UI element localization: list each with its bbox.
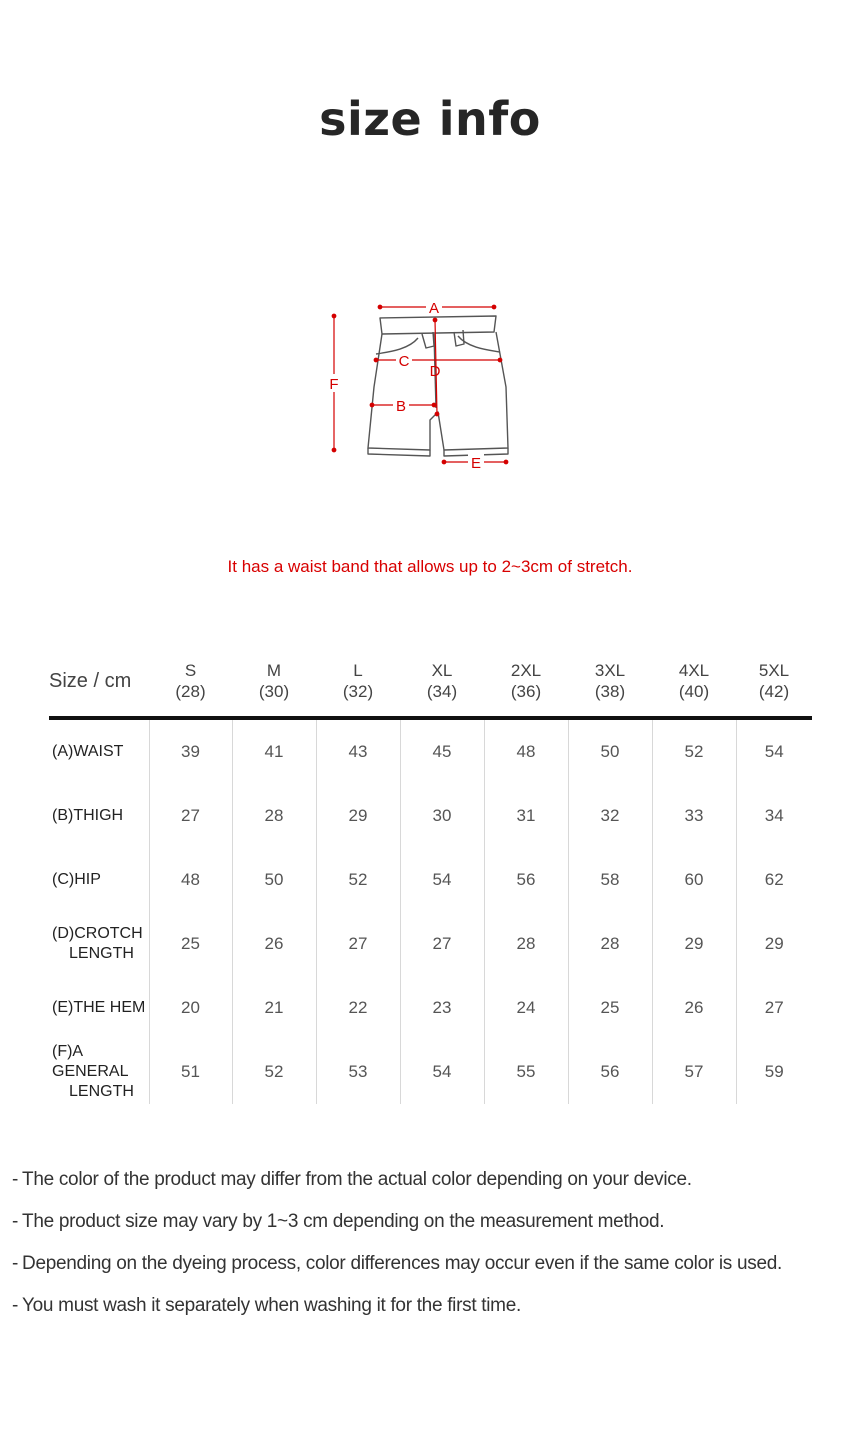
measurement-cell: 52 xyxy=(232,1040,316,1104)
measurement-cell: 60 xyxy=(652,848,736,912)
row-label xyxy=(49,848,149,912)
measurement-cell: 28 xyxy=(484,912,568,976)
label-a: A xyxy=(428,300,440,317)
measurement-cell: 48 xyxy=(484,718,568,784)
note-text: The product size may vary by 1~3 cm depending on the measurement method. xyxy=(22,1211,665,1232)
measurement-cell: 25 xyxy=(568,976,652,1040)
size-header-m xyxy=(232,646,316,718)
size-number: (28) xyxy=(175,682,206,701)
measurement-cell: 57 xyxy=(652,1040,736,1104)
size-number: (32) xyxy=(342,682,374,701)
stretch-note: It has a waist band that allows up to 2~3cm of stretch. xyxy=(227,557,633,576)
measurement-cell: 56 xyxy=(484,848,568,912)
note-item xyxy=(12,1250,857,1292)
note-item xyxy=(12,1292,857,1334)
size-number: (40) xyxy=(678,682,710,701)
note-item xyxy=(12,1208,857,1250)
label-c: C xyxy=(398,353,410,370)
measurement-cell: 26 xyxy=(652,976,736,1040)
table-row xyxy=(49,718,812,784)
size-name: XL xyxy=(431,661,453,680)
note-text: The color of the product may differ from the actual color depending on your device. xyxy=(22,1169,692,1190)
row-label-line1: (D)CROTCH xyxy=(52,925,143,942)
measurement-cell: 28 xyxy=(568,912,652,976)
row-label xyxy=(49,1040,149,1104)
measurement-cell: 53 xyxy=(316,1040,400,1104)
row-label-line1: (C)HIP xyxy=(52,871,101,888)
size-name: 4XL xyxy=(678,661,710,680)
size-table-body xyxy=(49,718,812,1104)
row-label xyxy=(49,912,149,976)
measurement-cell: 28 xyxy=(232,784,316,848)
size-name: 2XL xyxy=(510,661,542,680)
measurement-cell: 23 xyxy=(400,976,484,1040)
shorts-measurement-diagram xyxy=(318,292,528,477)
row-label xyxy=(49,976,149,1040)
size-header-row xyxy=(49,646,812,718)
label-b: B xyxy=(395,398,407,415)
dash-icon: - xyxy=(12,1211,19,1232)
table-row xyxy=(49,1040,812,1104)
measurement-cell: 26 xyxy=(232,912,316,976)
measurement-cell: 29 xyxy=(736,912,812,976)
measurement-cell: 59 xyxy=(736,1040,812,1104)
page-title: size info xyxy=(319,92,541,146)
size-number: (38) xyxy=(594,682,626,701)
corner-label: Size / cm xyxy=(49,646,149,718)
measurement-cell: 27 xyxy=(149,784,232,848)
label-f: F xyxy=(329,376,339,393)
measurement-cell: 62 xyxy=(736,848,812,912)
measurement-cell: 24 xyxy=(484,976,568,1040)
note-text: You must wash it separately when washing it for the first time. xyxy=(22,1295,521,1316)
size-name: M xyxy=(266,661,282,680)
measurement-cell: 25 xyxy=(149,912,232,976)
row-label-line2: LENGTH xyxy=(69,945,134,962)
measurement-cell: 41 xyxy=(232,718,316,784)
size-name: S xyxy=(184,661,197,680)
measurement-cell: 52 xyxy=(316,848,400,912)
row-label-line1: (A)WAIST xyxy=(52,743,124,760)
measurement-cell: 30 xyxy=(400,784,484,848)
measurement-cell: 21 xyxy=(232,976,316,1040)
measurement-cell: 50 xyxy=(568,718,652,784)
size-name: L xyxy=(353,661,363,680)
size-header-4xl xyxy=(652,646,736,718)
table-row xyxy=(49,976,812,1040)
measurement-cell: 27 xyxy=(400,912,484,976)
measurement-cell: 32 xyxy=(568,784,652,848)
measurement-cell: 34 xyxy=(736,784,812,848)
measurement-cell: 45 xyxy=(400,718,484,784)
measurement-cell: 29 xyxy=(316,784,400,848)
measurement-cell: 56 xyxy=(568,1040,652,1104)
label-d: D xyxy=(429,363,441,380)
measurement-cell: 48 xyxy=(149,848,232,912)
measurement-cell: 55 xyxy=(484,1040,568,1104)
row-label xyxy=(49,784,149,848)
size-number: (34) xyxy=(426,682,458,701)
size-header-2xl xyxy=(484,646,568,718)
measurement-cell: 29 xyxy=(652,912,736,976)
measurement-cell: 27 xyxy=(736,976,812,1040)
measurement-cell: 27 xyxy=(316,912,400,976)
note-item xyxy=(12,1166,857,1208)
size-number: (42) xyxy=(758,682,790,701)
notes-list xyxy=(12,1166,857,1334)
measurement-cell: 58 xyxy=(568,848,652,912)
size-name: 3XL xyxy=(594,661,626,680)
dash-icon: - xyxy=(12,1169,19,1190)
size-header-l xyxy=(316,646,400,718)
size-table xyxy=(49,646,812,1104)
measurement-cell: 33 xyxy=(652,784,736,848)
row-label-line2: LENGTH xyxy=(69,1083,134,1100)
row-label-line1: (E)THE HEM xyxy=(52,999,146,1016)
measurement-cell: 52 xyxy=(652,718,736,784)
row-label-line1: (F)A GENERAL xyxy=(52,1043,129,1080)
size-header-3xl xyxy=(568,646,652,718)
row-label-line1: (B)THIGH xyxy=(52,807,124,824)
shorts-outline-icon xyxy=(368,316,508,456)
note-text: Depending on the dyeing process, color differences may occur even if the same color is used. xyxy=(22,1253,782,1274)
measurement-cell: 39 xyxy=(149,718,232,784)
measurement-cell: 54 xyxy=(400,1040,484,1104)
measurement-cell: 51 xyxy=(149,1040,232,1104)
size-header-5xl xyxy=(736,646,812,718)
row-label xyxy=(49,718,149,784)
measurement-cell: 50 xyxy=(232,848,316,912)
size-name: 5XL xyxy=(758,661,790,680)
dash-icon: - xyxy=(12,1295,19,1316)
size-number: (30) xyxy=(258,682,290,701)
table-row xyxy=(49,784,812,848)
table-row xyxy=(49,848,812,912)
measurement-cell: 31 xyxy=(484,784,568,848)
label-e: E xyxy=(470,455,482,472)
size-number: (36) xyxy=(510,682,542,701)
measurement-cell: 22 xyxy=(316,976,400,1040)
dash-icon: - xyxy=(12,1253,19,1274)
measurement-cell: 54 xyxy=(736,718,812,784)
measurement-cell: 20 xyxy=(149,976,232,1040)
measurement-cell: 54 xyxy=(400,848,484,912)
size-header-xl xyxy=(400,646,484,718)
table-row xyxy=(49,912,812,976)
size-header-s xyxy=(149,646,232,718)
measurement-cell: 43 xyxy=(316,718,400,784)
